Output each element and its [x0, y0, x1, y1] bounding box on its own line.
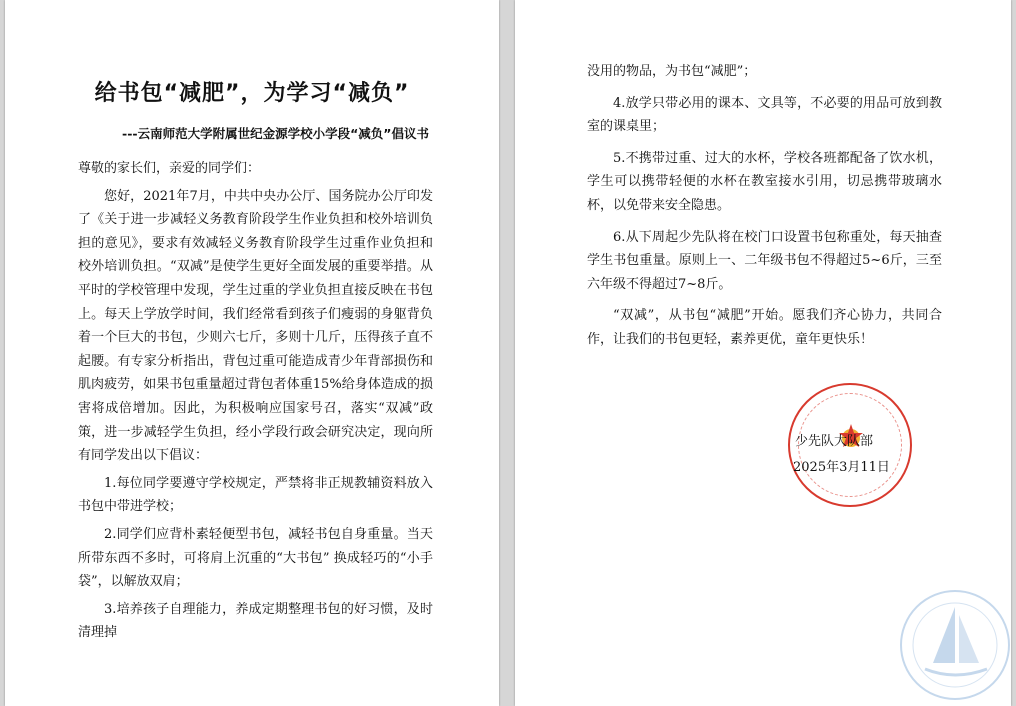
intro-paragraph: 您好，2021年7月，中共中央办公厅、国务院办公厅印发了《关于进一步减轻义务教育阶段学生作业负担和校外培训负担的意见》，要求有效减轻义务教育阶段学生过重作业负担和校外培训负担。“双减”是使学生更好全面发展的重要举措。从平时的学校管理中发现，学生过重的学业负担直接反映在书包上。每天上学放学时间，我们经常看到孩子们瘦弱的身躯背负着一个巨大的书包，少则六七斤，多则十几斤，压得孩子直不起腰。有专家分析指出，背包过重可能造成青少年背部损伤和肌肉疲劳，如果书包重量超过背包者体重15%给身体造成的损害将成倍增加。因此，为积极响应国家号召，落实“双减”政策，进一步减轻学生负担，经小学段行政会研究决定，现向所有同学发出以下倡议：: [78, 188, 433, 464]
item-3-continuation: 没用的物品，为书包“减肥”；: [587, 64, 757, 79]
greeting: 尊敬的家长们，亲爱的同学们：: [78, 161, 261, 176]
signature-organization: 少先队大队部: [795, 434, 874, 449]
proposal-item-5: 5.不携带过重、过大的水杯，学校各班都配备了饮水机，学生可以携带轻便的水杯在教室接水引用，切忌携带玻璃水杯，以免带来安全隐患。: [587, 150, 942, 213]
document-body-left: [78, 157, 433, 645]
proposal-item-6: 6.从下周起少先队将在校门口设置书包称重处，每天抽查学生书包重量。原则上一、二年级书包不得超过5~6斤，三至六年级不得超过7~8斤。: [587, 229, 942, 292]
proposal-item-3: 3.培养孩子自理能力，养成定期整理书包的好习惯，及时清理掉: [78, 601, 433, 641]
document-body-right: [587, 60, 942, 360]
proposal-item-2: 2.同学们应背朴素轻便型书包，减轻书包自身重量。当天所带东西不多时，可将肩上沉重的“大书包” 换成轻巧的“小手袋”，以解放双肩；: [78, 526, 433, 590]
signature-date: 2025年3月11日: [793, 460, 890, 475]
document-subtitle: ---云南师范大学附属世纪金源学校小学段“减负”倡议书: [122, 126, 429, 141]
closing-paragraph: “双减”，从书包“减肥”开始。愿我们齐心协力，共同合作，让我们的书包更轻，素养更优，童年更快乐！: [587, 308, 942, 347]
document-title: 给书包“减肥”，为学习“减负”: [94, 81, 410, 106]
school-logo-watermark: [895, 585, 1015, 705]
document-page-left: [5, 0, 499, 706]
proposal-item-1: 1.每位同学要遵守学校规定，严禁将非正规教辅资料放入书包中带进学校；: [78, 475, 433, 515]
proposal-item-4: 4.放学只带必用的课本、文具等，不必要的用品可放到教室的课桌里；: [587, 95, 942, 135]
